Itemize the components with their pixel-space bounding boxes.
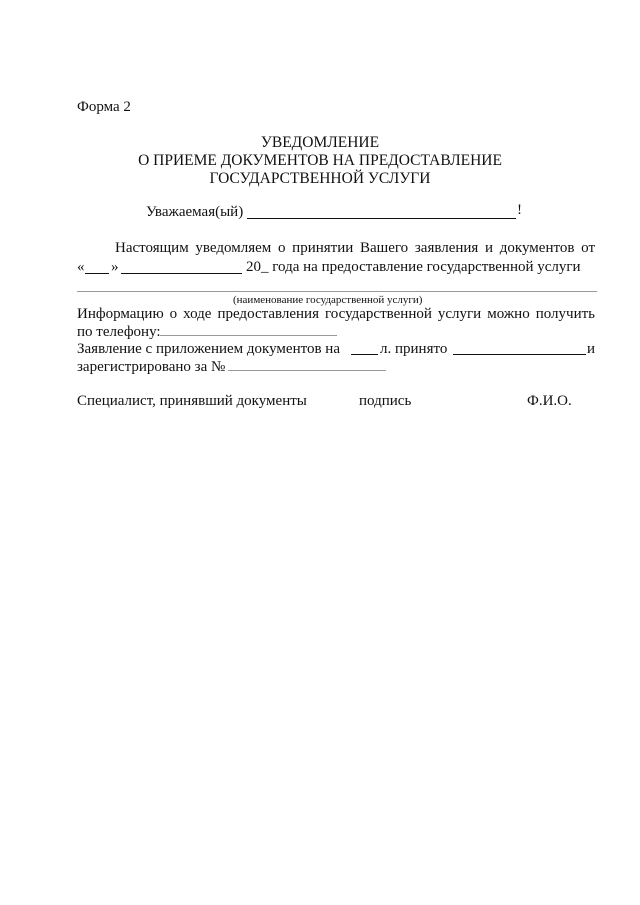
quote-close: »: [111, 259, 119, 275]
registration-number-blank: [228, 370, 386, 371]
quote-open: «: [77, 259, 85, 275]
greeting-exclamation: !: [517, 202, 522, 218]
year-text: 20_ года на предоставление государственной услуги: [246, 259, 581, 275]
pages-count-blank: [351, 354, 378, 355]
registration-part-3: и: [587, 341, 596, 357]
notice-line-1: Настоящим уведомляем о принятии Вашего заявления и документов от: [115, 240, 595, 256]
day-blank: [85, 273, 109, 274]
fio-label: Ф.И.О.: [527, 393, 572, 409]
specialist-label: Специалист, принявший документы: [77, 393, 307, 409]
service-name-blank: [77, 291, 597, 292]
service-caption: (наименование государственной услуги): [233, 294, 423, 306]
registration-part-1: Заявление с приложением документов на: [77, 341, 340, 357]
title-line-1: УВЕДОМЛЕНИЕ: [260, 134, 380, 151]
registration-line-2: зарегистрировано за №: [77, 359, 226, 375]
signature-label: подпись: [359, 393, 412, 409]
phone-blank: [160, 335, 337, 336]
title-line-2: О ПРИЕМЕ ДОКУМЕНТОВ НА ПРЕДОСТАВЛЕНИЕ: [138, 152, 502, 169]
month-blank: [121, 273, 242, 274]
info-line-2: по телефону:: [77, 324, 161, 340]
accepted-date-blank: [453, 354, 586, 355]
registration-part-2: л. принято: [380, 341, 448, 357]
title-line-3: ГОСУДАРСТВЕННОЙ УСЛУГИ: [209, 170, 431, 187]
info-line-1: Информацию о ходе предоставления государственной услуги можно получить: [77, 306, 595, 322]
greeting-label: Уважаемая(ый): [146, 204, 244, 220]
recipient-name-blank: [247, 218, 516, 219]
form-label: Форма 2: [77, 99, 131, 115]
